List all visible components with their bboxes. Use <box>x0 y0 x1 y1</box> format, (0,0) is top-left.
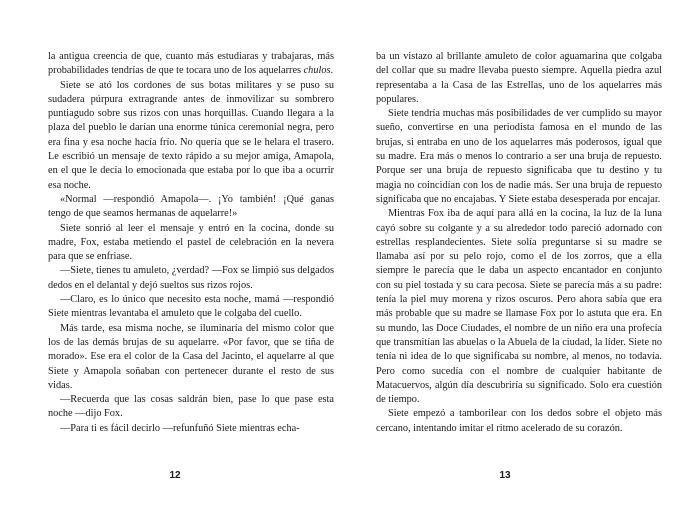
paragraph: Siete se ató los cordones de sus botas militares y se puso su sudadera púrpura extragrande antes de inmovilizar su sombrero puntiagudo sobre sus rizos con unas horquillas. Cuando llegara a la plaza del pueblo le darían una enorme túnica ceremonial negra, pero era fina y esa noche hacía frío. No quería que se le helara el trasero. Le escribió un mensaje de texto rápido a su mejor amiga, Amapola, en el que le decía lo emocionada que estaba por lo que iba a ocurrir esa noche. <box>48 79 334 191</box>
paragraph: la antigua creencia de que, cuanto más estudiaras y trabajaras, más probabilidades tendrías de que te tocara uno de los aquelarres chulos. <box>48 51 334 77</box>
page-number: 12 <box>169 470 181 481</box>
right-page <box>350 0 700 512</box>
right-page-text <box>376 50 662 436</box>
paragraph: Mientras Fox iba de aquí para allá en la cocina, la luz de la luna cayó sobre su colgante y a su alrededor todo pareció adornado con estrellas resplandecientes. Siete solía preguntarse si su madre se llamaba así por su pelo rojo, como el de los zorros, que a ella siempre le parecía que le daba un aspecto encantador en conjunto con su piel tostada y su cara pecosa. Siete se parecía más a su padre: tenía la piel muy morena y rizos oscuros. Pero ahora sabía que era más probable que su madre se llamase Fox por lo astuta que era. En su mundo, las Doce Ciudades, el nombre de un niño era una profecía que transmitían las abuelas o la Abuela de la ciudad, la líder. Siete no tenía ni idea de lo que significaba su nombre, al menos, no todavía. Pero como sucedía con el nombre de cualquier habitante de Matacuervos, algún día descubriría su significado. Solo era cuestión de tiempo. <box>376 208 662 406</box>
paragraph: Siete empezó a tamborilear con los dedos sobre el objeto más cercano, intentando imitar el ritmo acelerado de su corazón. <box>376 408 662 434</box>
emphasis-text: chulos <box>303 65 331 77</box>
paragraph: —Siete, tienes tu amuleto, ¿verdad? —Fox se limpió sus delgados dedos en el delantal y dejó sueltos sus rizos rojos. <box>48 265 334 291</box>
paragraph: Siete sonrió al leer el mensaje y entró en la cocina, donde su madre, Fox, estaba metiendo el pastel de celebración en la nevera para que se enfriase. <box>48 222 334 263</box>
paragraph: —Recuerda que las cosas saldrán bien, pase lo que pase esta noche —dijo Fox. <box>48 394 334 420</box>
paragraph: Más tarde, esa misma noche, se iluminaría del mismo color que los de las demás brujas de su aquelarre. «Por favor, que se tiña de morado». Ese era el color de la Casa del Jacinto, el aquelarre al que Siete y Amapola soñaban con pertenecer durante el resto de sus vidas. <box>48 322 334 391</box>
paragraph: —Claro, es lo único que necesito esta noche, mamá —respondió Siete mientras levantaba el amuleto que le colgaba del cuello. <box>48 294 334 320</box>
page-number: 13 <box>499 470 511 481</box>
paragraph: —Para ti es fácil decirlo —refunfuñó Siete mientras echa- <box>60 422 300 434</box>
paragraph: Siete tendría muchas más posibilidades de ver cumplido su mayor sueño, convertirse en una periodista famosa en el mundo de las brujas, si entraba en uno de los aquelarres más poderosos, igual que su madre. Era más o menos lo contrario a ser una bruja de repuesto. Porque ser una bruja de repuesto significaba que tu destino y tu magia no coincidían con los de nadie más. Ser una bruja de repuesto significaba que no encajabas. Y Siete estaba desesperada por encajar. <box>376 108 662 205</box>
paragraph: ba un vistazo al brillante amuleto de color aguamarina que colgaba del collar que su madre llevaba puesto siempre. Aquella piedra azul representaba a la Casa de las Estrellas, uno de los aquelarres más populares. <box>376 51 662 105</box>
left-page-text <box>48 50 334 436</box>
paragraph: «Normal —respondió Amapola—. ¡Yo también! ¡Qué ganas tengo de que seamos hermanas de aquelarre!» <box>48 193 334 220</box>
